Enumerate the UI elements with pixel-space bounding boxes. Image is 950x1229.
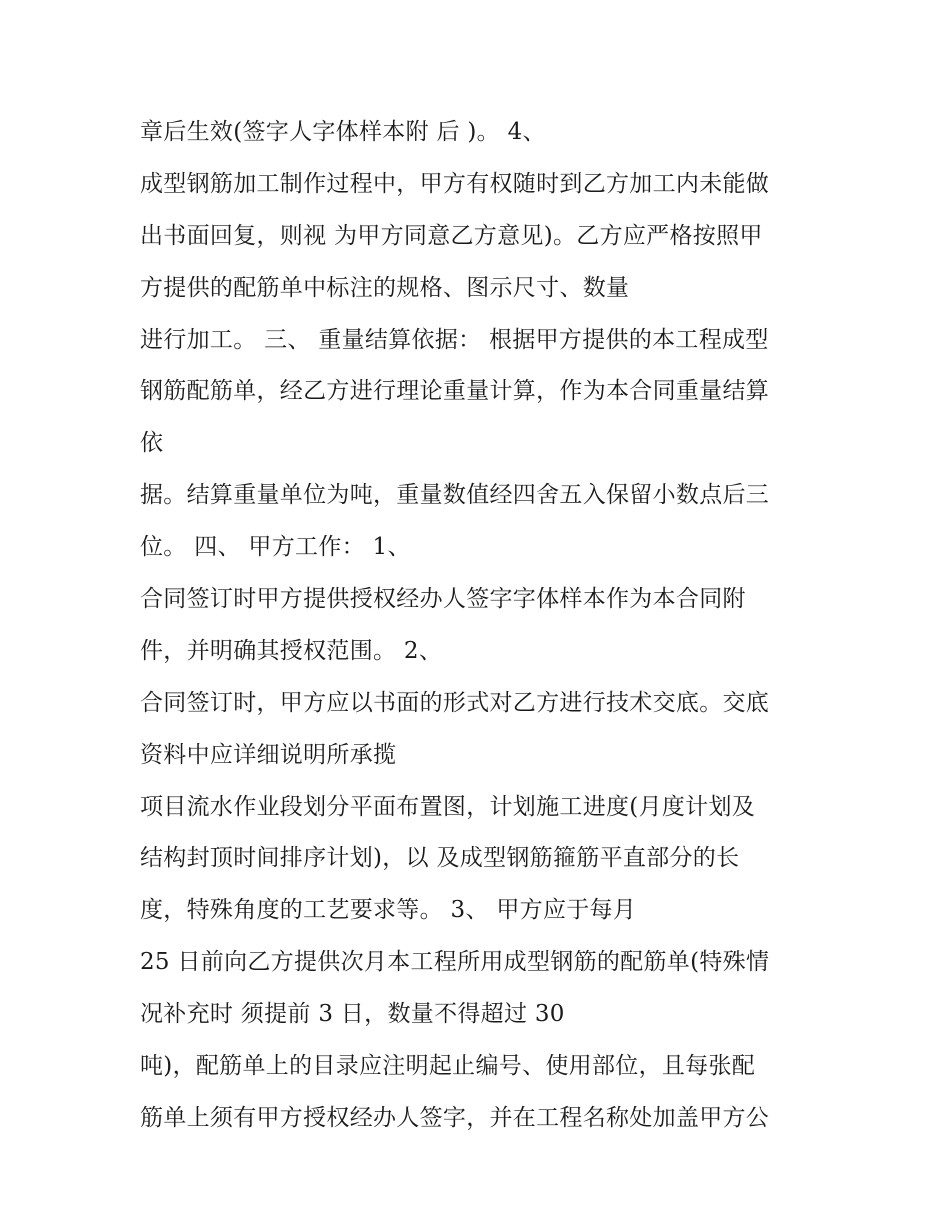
text-line: 吨)，配筋单上的目录应注明起止编号、使用部位，且每张配 [140, 1053, 756, 1080]
text-line: 依 [140, 430, 164, 457]
text-line: 项目流水作业段划分平面布置图，计划施工进度(月度计划及 [140, 793, 756, 820]
text-line: 25 日前向乙方提供次月本工程所用成型钢筋的配筋单(特殊情 [140, 949, 770, 976]
text-line: 件，并明确其授权范围。 2、 [140, 637, 443, 664]
text-line: 钢筋配筋单，经乙方进行理论重量计算，作为本合同重量结算 [140, 378, 770, 405]
text-line: 度，特殊角度的工艺要求等。 3、 甲方应于每月 [140, 897, 637, 924]
text-line: 合同签订时，甲方应以书面的形式对乙方进行技术交底。交底 [140, 689, 770, 716]
text-line: 出书面回复，则视 为甲方同意乙方意见)。乙方应严格按照甲 [140, 222, 763, 249]
text-line: 章后生效(签字人字体样本附 后 )。 4、 [140, 119, 546, 145]
text-line: 据。结算重量单位为吨，重量数值经四舍五入保留小数点后三 [140, 482, 770, 509]
text-line: 位。 四、 甲方工作： 1、 [140, 534, 411, 561]
text-line: 方提供的配筋单中标注的规格、图示尺寸、数量 [140, 274, 630, 301]
text-line: 成型钢筋加工制作过程中，甲方有权随时到乙方加工内未能做 [140, 170, 770, 197]
text-line: 况补充时 须提前 3 日，数量不得超过 30 [140, 1001, 565, 1028]
text-line: 结构封顶时间排序计划)，以 及成型钢筋箍筋平直部分的长 [140, 845, 740, 872]
text-line: 筋单上须有甲方授权经办人签字，并在工程名称处加盖甲方公 [140, 1104, 770, 1131]
text-line: 资料中应详细说明所承揽 [140, 741, 397, 768]
text-line: 进行加工。 三、 重量结算依据： 根据甲方提供的本工程成型 [140, 326, 769, 353]
contract-body-text [140, 107, 840, 1145]
text-line: 合同签订时甲方提供授权经办人签字字体样本作为本合同附 [140, 586, 746, 613]
